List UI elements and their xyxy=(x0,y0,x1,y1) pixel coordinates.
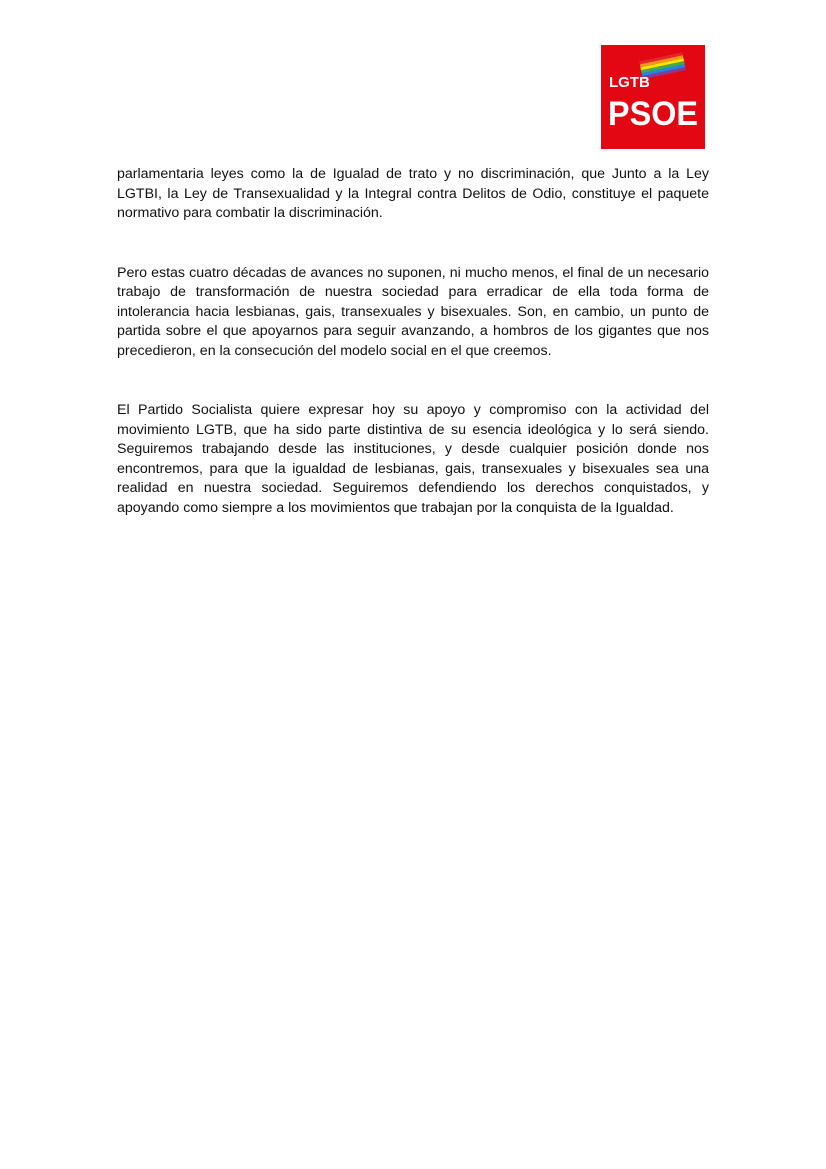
document-body xyxy=(117,165,709,518)
paragraph-normative-package: parlamentaria leyes como la de Igualad de trato y no discriminación, que Junto a la Ley LGTBI, la Ley de Transexualidad y la Integral contra Delitos de Odio, constituye el paquete normativo para combatir la discriminación. xyxy=(117,166,709,221)
paragraph-four-decades: Pero estas cuatro décadas de avances no suponen, ni mucho menos, el final de un necesario trabajo de transformación de nuestra sociedad para erradicar de ella toda forma de intolerancia hacia lesbianas, gais, transexuales y bisexuales. Son, en cambio, un punto de partida sobre el que apoyarnos para seguir avanzando, a hombros de los gigantes que nos precedieron, en la consecución del modelo social en el que creemos. xyxy=(117,264,709,359)
logo-psoe-text: PSOE xyxy=(608,95,698,133)
logo-lgtb-text: LGTB xyxy=(609,74,650,91)
logo-graphic xyxy=(601,45,705,149)
paragraph-party-commitment: El Partido Socialista quiere expresar hoy su apoyo y compromiso con la actividad del movimiento LGTB, que ha sido parte distintiva de su esencia ideológica y lo será siendo. Seguiremos trabajando desde las instituciones, y desde cualquier posición donde nos encontremos, para que la igualdad de lesbianas, gais, transexuales y bisexuales sea una realidad en nuestra sociedad. Seguiremos defendiendo los derechos conquistados, y apoyando como siempre a los movimientos que trabajan por la conquista de la Igualdad. xyxy=(117,402,709,516)
lgtb-psoe-logo xyxy=(601,45,705,149)
